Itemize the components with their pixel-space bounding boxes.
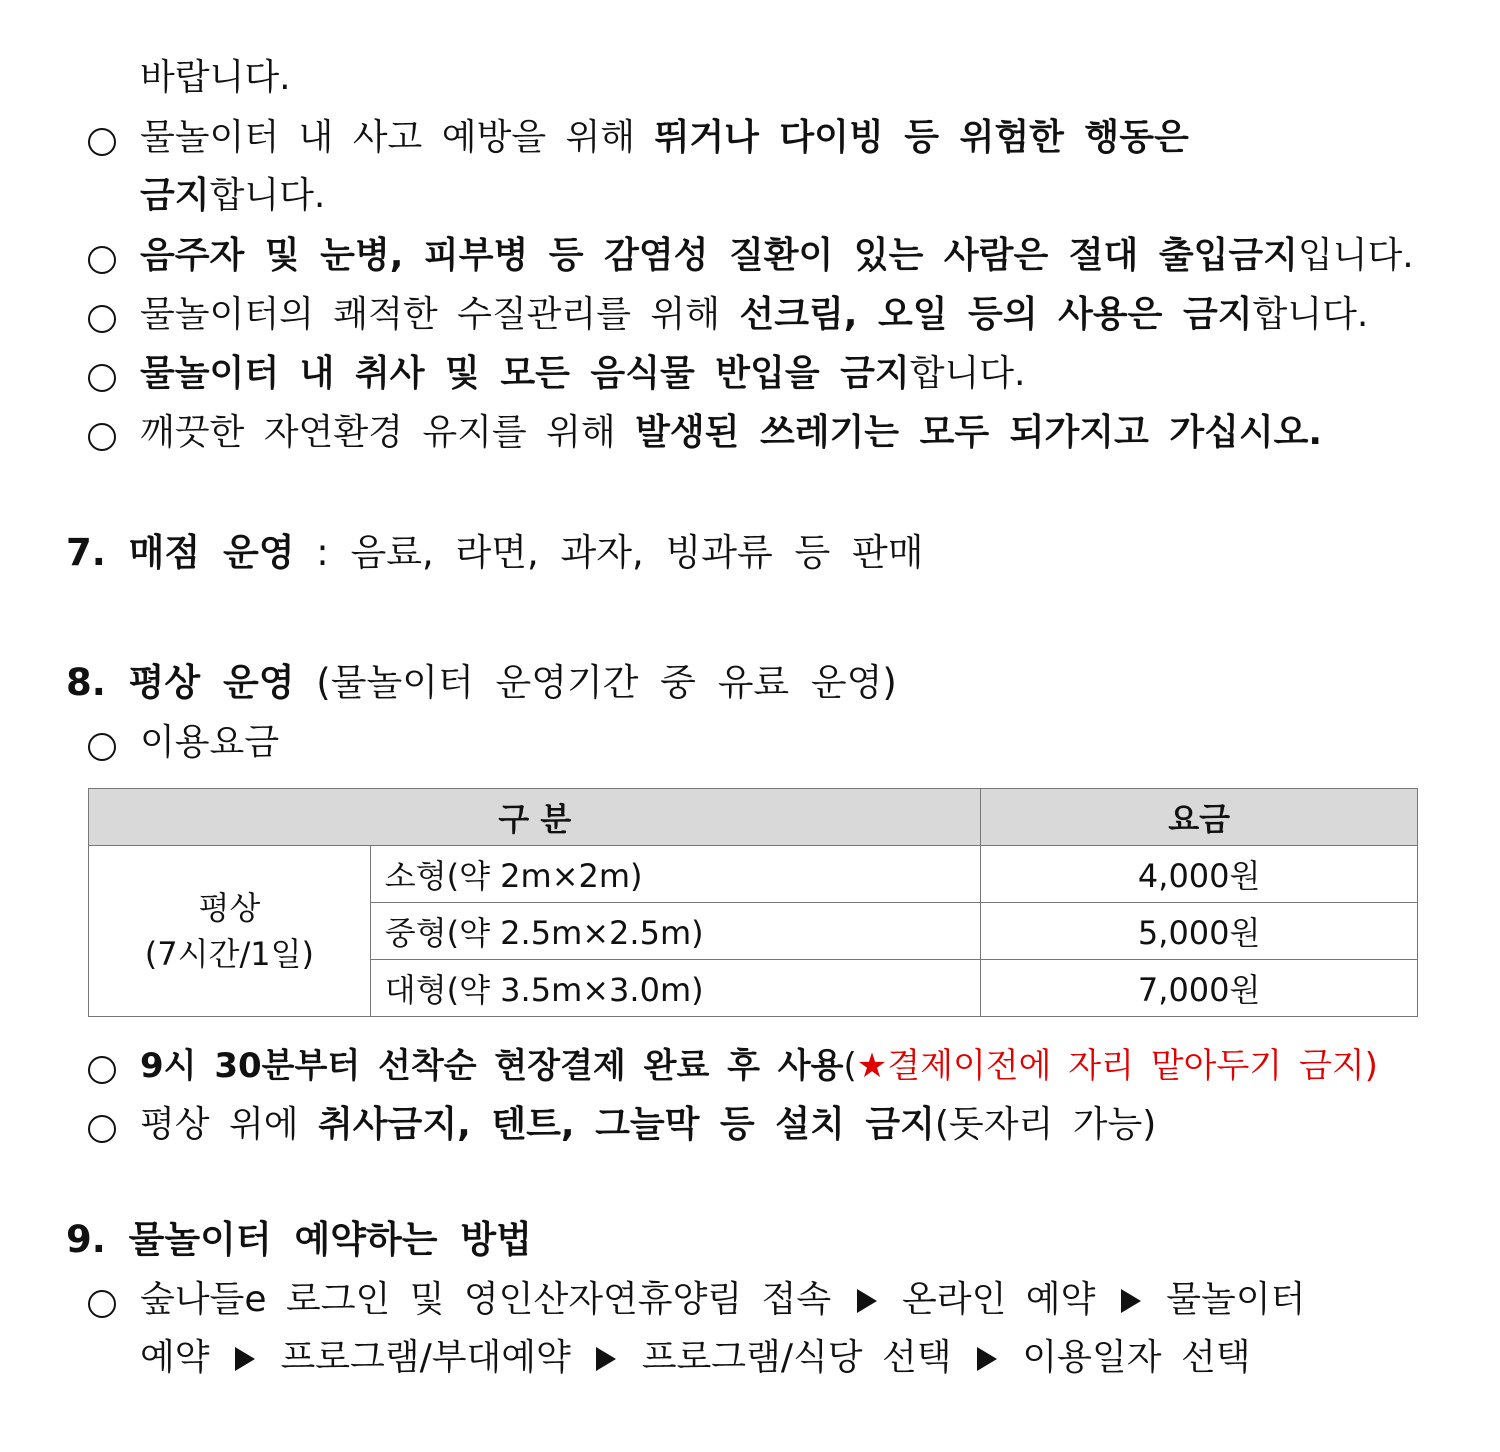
- reservation-steps-line1: [140, 1274, 1305, 1326]
- fee-note-first-come: [140, 1040, 1378, 1092]
- rule-text: 합니다.: [209, 175, 326, 216]
- header-category: 구 분: [89, 789, 981, 846]
- circle-bullet-icon: [88, 128, 116, 156]
- warning-text: 결제이전에 자리 맡아두기 금지): [887, 1046, 1378, 1086]
- fee-cell: 4,000원: [981, 846, 1418, 903]
- fee-cell: 7,000원: [981, 960, 1418, 1017]
- fee-cell: 5,000원: [981, 903, 1418, 960]
- section-text: 음료, 라면, 과자, 빙과류 등 판매: [350, 531, 924, 574]
- table-header-row: [89, 789, 1418, 846]
- section-title: 7. 매점 운영: [66, 531, 295, 574]
- rule-text: 합니다.: [909, 353, 1026, 394]
- section-title: 9. 물놀이터 예약하는 방법: [66, 1218, 532, 1261]
- circle-bullet-icon: [88, 423, 116, 451]
- right-triangle-arrow-icon: [235, 1347, 255, 1371]
- right-triangle-arrow-icon: [977, 1347, 997, 1371]
- rule-bold: 금지: [140, 175, 210, 216]
- paren: (: [843, 1046, 857, 1086]
- note-text: (돗자리 가능): [934, 1104, 1157, 1145]
- fee-note-no-tents: [140, 1099, 1156, 1151]
- circle-bullet-icon: [88, 246, 116, 274]
- rule-no-diving-cont: [140, 170, 325, 222]
- size-cell: 대형(약 3.5m×3.0m): [370, 960, 981, 1017]
- fee-label-text: 이용요금: [140, 722, 280, 763]
- rule-no-drunk-sick: [140, 230, 1414, 282]
- rule-no-food: [140, 348, 1025, 400]
- size-cell: 중형(약 2.5m×2.5m): [370, 903, 981, 960]
- rule-bold: 선크림, 오일 등의 사용은 금지: [739, 294, 1253, 335]
- rule-no-sunscreen: [140, 289, 1368, 341]
- circle-bullet-icon: [88, 733, 116, 761]
- section-8-heading: [66, 657, 897, 709]
- separator: :: [294, 531, 351, 574]
- group-label: 평상: [198, 889, 261, 927]
- circle-bullet-icon: [88, 1115, 116, 1143]
- note-bold: 9시 30분부터 선착순 현장결제 완료 후 사용: [140, 1046, 844, 1086]
- reservation-steps-line2: [140, 1332, 1251, 1384]
- rule-bold: 물놀이터 내 취사 및 모든 음식물 반입을 금지: [140, 353, 910, 394]
- rule-bold: 발생된 쓰레기는 모두 되가지고 가십시오.: [635, 412, 1323, 453]
- header-fee: 요금: [981, 789, 1418, 846]
- section-9-heading: [66, 1214, 532, 1266]
- circle-bullet-icon: [88, 1290, 116, 1318]
- section-title: 8. 평상 운영: [66, 661, 295, 704]
- rule-text: 물놀이터의 쾌적한 수질관리를 위해: [140, 294, 740, 335]
- circle-bullet-icon: [88, 305, 116, 333]
- rule-text: 깨끗한 자연환경 유지를 위해: [140, 412, 636, 453]
- right-triangle-arrow-icon: [596, 1347, 616, 1371]
- group-duration: (7시간/1일): [144, 935, 314, 973]
- rule-no-diving: [140, 112, 1189, 164]
- size-cell: 소형(약 2m×2m): [370, 846, 981, 903]
- fee-label: [140, 717, 279, 769]
- right-triangle-arrow-icon: [857, 1289, 877, 1313]
- step-text: 온라인 예약: [902, 1279, 1096, 1320]
- rule-continuation: [140, 52, 291, 104]
- rule-text: 입니다.: [1297, 235, 1414, 276]
- rule-text: 합니다.: [1252, 294, 1369, 335]
- step-text: 물놀이터: [1166, 1279, 1306, 1320]
- circle-bullet-icon: [88, 1056, 116, 1084]
- circle-bullet-icon: [88, 364, 116, 392]
- rule-text: 물놀이터 내 사고 예방을 위해: [140, 117, 655, 158]
- rule-continuation-text: 바랍니다.: [140, 57, 291, 98]
- rule-bold: 뛰거나 다이빙 등 위험한 행동은: [654, 117, 1189, 158]
- step-text: 예약: [140, 1337, 210, 1378]
- rule-bold: 음주자 및 눈병, 피부병 등 감염성 질환이 있는 사람은 절대 출입금지: [140, 235, 1298, 276]
- step-text: 이용일자 선택: [1022, 1337, 1251, 1378]
- section-note: (물놀이터 운영기간 중 유료 운영): [294, 661, 897, 704]
- section-7-heading: [66, 527, 924, 579]
- note-bold: 취사금지, 텐트, 그늘막 등 설치 금지: [318, 1104, 935, 1145]
- star-icon: ★: [856, 1046, 888, 1086]
- step-text: 숲나들e 로그인 및 영인산자연휴양림 접속: [140, 1279, 832, 1320]
- group-cell: [89, 846, 371, 1017]
- rule-take-trash: [140, 407, 1322, 459]
- step-text: 프로그램/부대예약: [280, 1337, 571, 1378]
- fee-table: [88, 788, 1418, 1017]
- right-triangle-arrow-icon: [1121, 1289, 1141, 1313]
- table-row: [89, 846, 1418, 903]
- note-text: 평상 위에: [140, 1104, 318, 1145]
- step-text: 프로그램/식당 선택: [641, 1337, 952, 1378]
